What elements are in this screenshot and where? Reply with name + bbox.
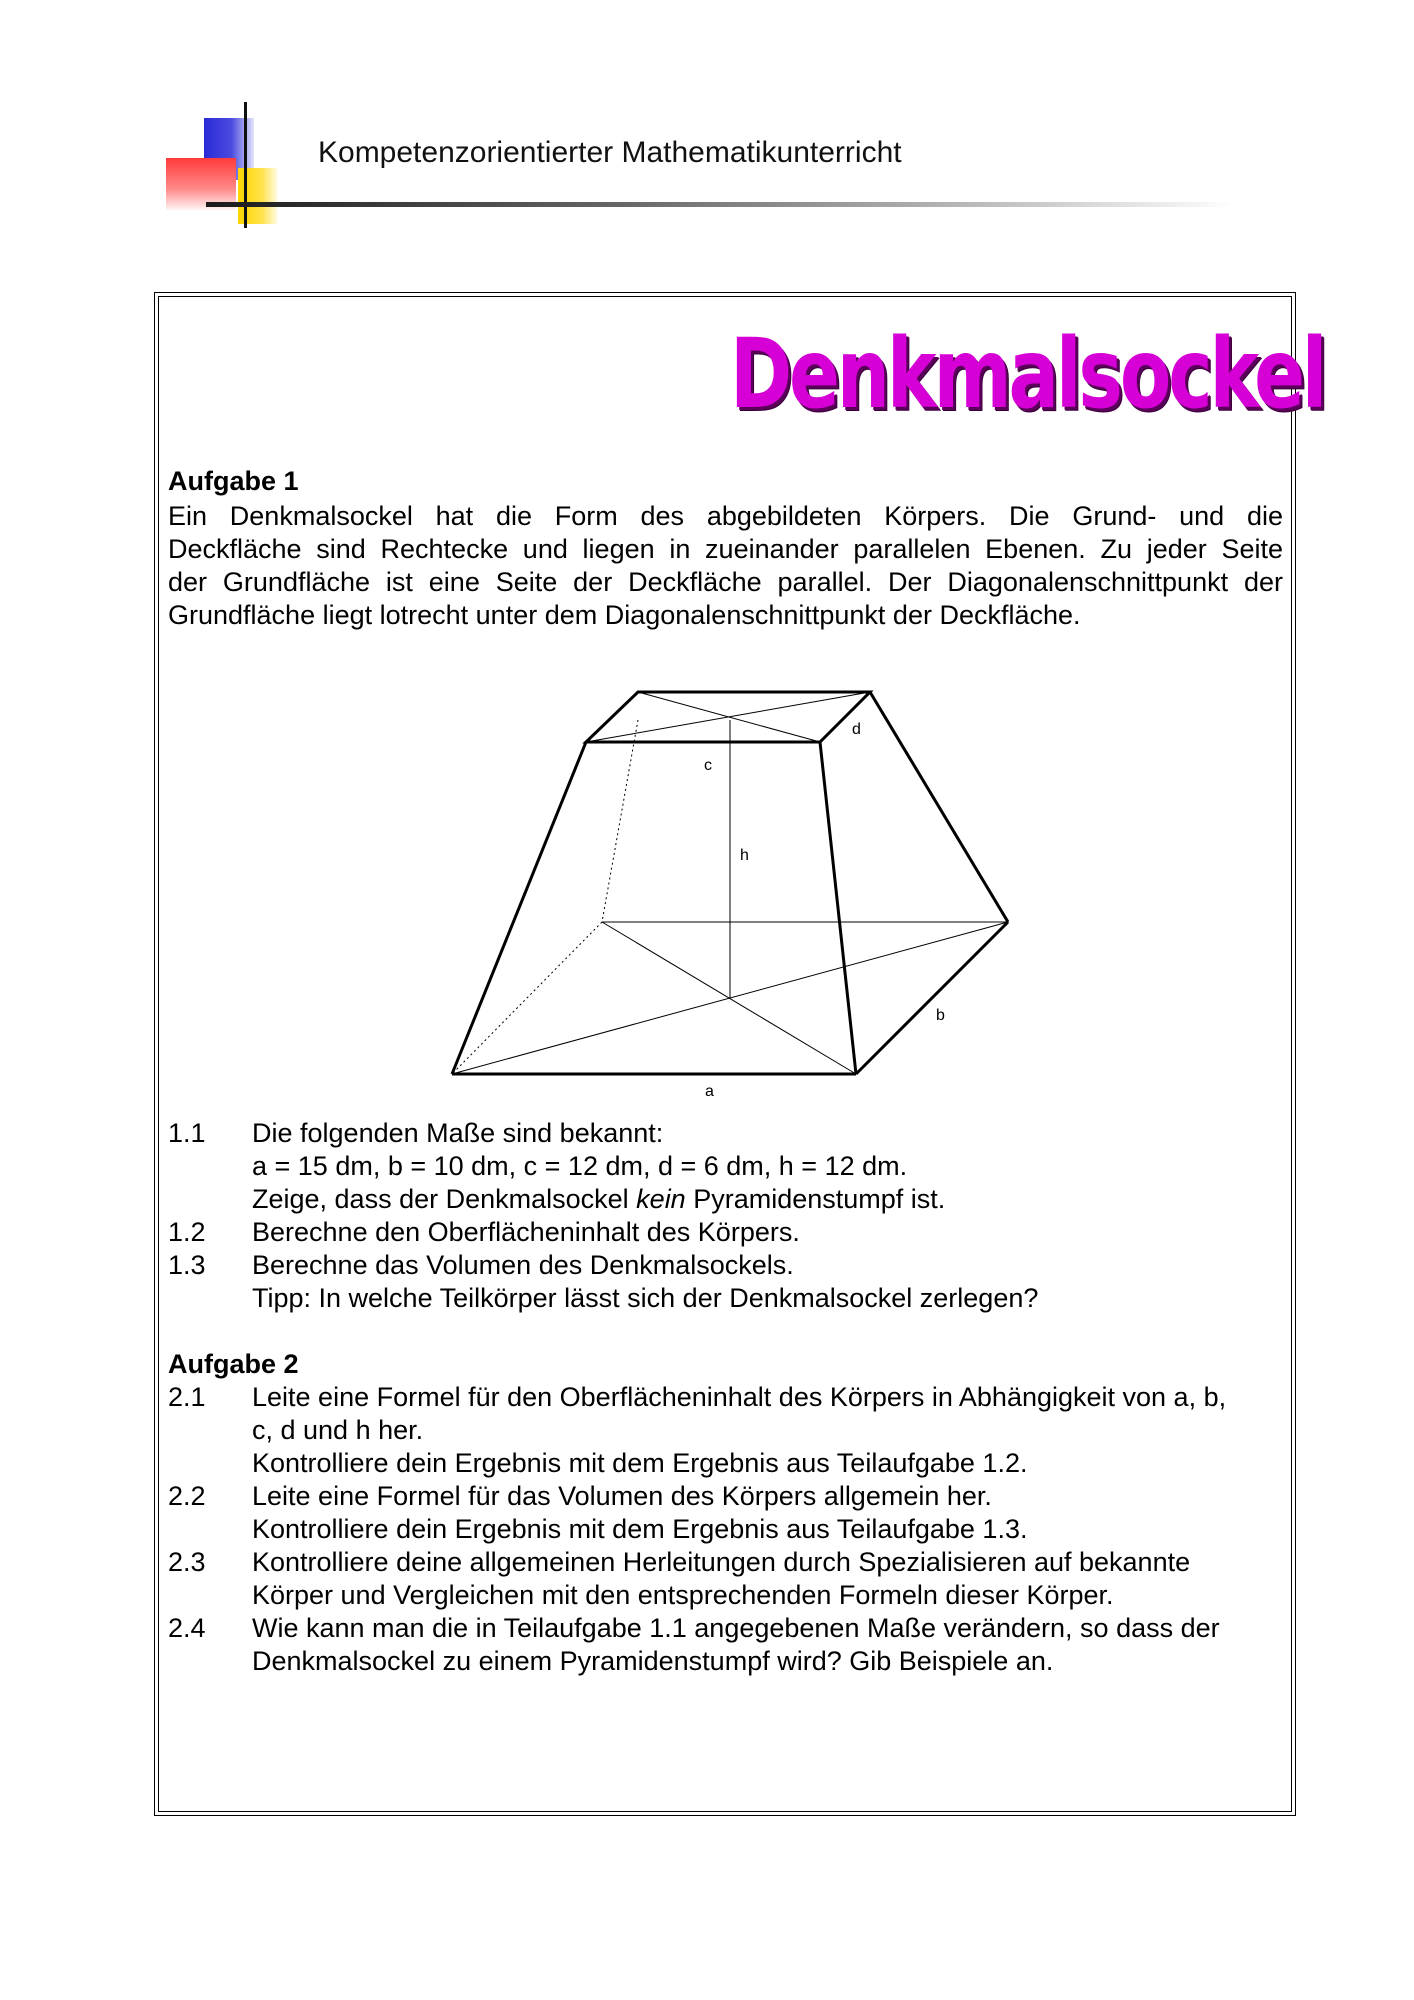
label-d: d xyxy=(852,721,861,738)
page-title: Denkmalsockel xyxy=(730,318,1325,430)
item-text: Kontrolliere dein Ergebnis mit dem Ergebnis aus Teilaufgabe 1.3. xyxy=(252,1514,1028,1544)
side-edge xyxy=(820,742,856,1074)
item-text: Leite eine Formel für den Oberflächeninhalt des Körpers in Abhängigkeit von a, b, xyxy=(252,1382,1227,1412)
base-right-edge xyxy=(856,922,1008,1074)
item-text-emphasis: kein xyxy=(636,1184,686,1214)
item-number: 1.1 xyxy=(168,1118,206,1148)
solid-figure xyxy=(440,680,1040,1100)
item-text: Leite eine Formel für das Volumen des Körpers allgemein her. xyxy=(252,1481,992,1511)
label-b: b xyxy=(936,1007,945,1024)
task1-intro-line: Ein Denkmalsockel hat die Form des abgebildeten Körpers. Die Grund- und die xyxy=(168,501,1283,531)
item-number: 2.4 xyxy=(168,1613,206,1643)
task1-heading: Aufgabe 1 xyxy=(168,466,299,496)
label-h: h xyxy=(740,847,749,864)
task1-intro-line: der Grundfläche ist eine Seite der Deckfläche parallel. Der Diagonalenschnittpunkt der xyxy=(168,567,1283,597)
item-text: Tipp: In welche Teilkörper lässt sich der Denkmalsockel zerlegen? xyxy=(252,1283,1039,1313)
item-text-part: Zeige, dass der Denkmalsockel xyxy=(252,1184,637,1214)
header-title: Kompetenzorientierter Mathematikunterricht xyxy=(318,136,902,169)
side-edge xyxy=(870,692,1008,922)
task1-intro-line: Grundfläche liegt lotrecht unter dem Diagonalenschnittpunkt der Deckfläche. xyxy=(168,600,1081,630)
logo-vertical-line xyxy=(244,102,247,228)
item-text: Körper und Vergleichen mit den entsprechenden Formeln dieser Körper. xyxy=(252,1580,1114,1610)
item-text: Berechne das Volumen des Denkmalsockels. xyxy=(252,1250,794,1280)
item-text: Kontrolliere deine allgemeinen Herleitungen durch Spezialisieren auf bekannte xyxy=(252,1547,1191,1577)
item-number: 2.2 xyxy=(168,1481,206,1511)
header-logo xyxy=(166,100,316,230)
item-text xyxy=(252,1184,1282,1215)
label-c: c xyxy=(704,757,712,774)
item-text: c, d und h her. xyxy=(252,1415,424,1445)
item-text: Wie kann man die in Teilaufgabe 1.1 angegebenen Maße verändern, so dass der xyxy=(252,1613,1220,1643)
item-number: 2.3 xyxy=(168,1547,206,1577)
side-edge xyxy=(452,742,586,1074)
item-number: 1.2 xyxy=(168,1217,206,1247)
item-text: a = 15 dm, b = 10 dm, c = 12 dm, d = 6 dm, h = 12 dm. xyxy=(252,1151,908,1181)
header-rule xyxy=(206,202,1236,207)
item-text: Die folgenden Maße sind bekannt: xyxy=(252,1118,664,1148)
item-text-part: Pyramidenstumpf ist. xyxy=(685,1184,946,1214)
task1-intro-line: Deckfläche sind Rechtecke und liegen in zueinander parallelen Ebenen. Zu jeder Seite xyxy=(168,534,1283,564)
label-a: a xyxy=(705,1083,714,1100)
item-text: Berechne den Oberflächeninhalt des Körpers. xyxy=(252,1217,800,1247)
task2-heading: Aufgabe 2 xyxy=(168,1349,299,1379)
item-number: 1.3 xyxy=(168,1250,206,1280)
hidden-edge xyxy=(452,922,602,1074)
item-text: Denkmalsockel zu einem Pyramidenstumpf wird? Gib Beispiele an. xyxy=(252,1646,1054,1676)
item-number: 2.1 xyxy=(168,1382,206,1412)
task1-intro xyxy=(168,500,1283,632)
hidden-edge xyxy=(602,720,638,922)
item-text: Kontrolliere dein Ergebnis mit dem Ergebnis aus Teilaufgabe 1.2. xyxy=(252,1448,1028,1478)
